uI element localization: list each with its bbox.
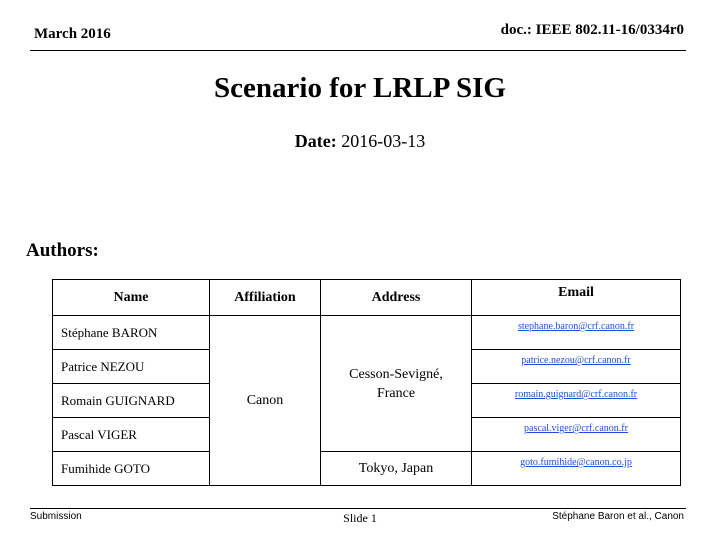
email-cell	[472, 316, 681, 350]
email-cell	[472, 350, 681, 384]
email-link[interactable]: patrice.nezou@crf.canon.fr	[521, 355, 631, 366]
email-link[interactable]: pascal.viger@crf.canon.fr	[524, 423, 628, 434]
address-cell-japan: Tokyo, Japan	[321, 452, 472, 486]
email-link[interactable]: stephane.baron@crf.canon.fr	[517, 321, 635, 332]
author-name: Fumihide GOTO	[53, 452, 210, 486]
header-divider	[30, 50, 686, 51]
footer-slide-number: Slide 1	[343, 511, 377, 525]
address-cell-france: Cesson-Sevigné, France	[321, 316, 472, 452]
author-name: Stéphane BARON	[53, 316, 210, 350]
author-name: Pascal VIGER	[53, 418, 210, 452]
footer-submission: Submission	[30, 511, 82, 522]
authors-heading: Authors:	[26, 240, 99, 261]
header-doc-id: doc.: IEEE 802.11-16/0334r0	[500, 22, 684, 38]
date-line	[0, 131, 720, 152]
header-date: March 2016	[34, 26, 111, 42]
authors-table	[52, 279, 681, 486]
slide-title: Scenario for LRLP SIG	[214, 72, 506, 104]
footer-divider	[30, 508, 686, 509]
author-name: Romain GUIGNARD	[53, 384, 210, 418]
author-name: Patrice NEZOU	[53, 350, 210, 384]
table-header-row	[53, 280, 681, 316]
footer-authors: Stéphane Baron et al., Canon	[552, 511, 684, 522]
date-label: Date:	[294, 131, 337, 151]
email-link[interactable]: goto.fumihide@canon.co.jp	[520, 457, 632, 468]
email-link[interactable]: romain.guignard@crf.canon.fr	[514, 389, 638, 400]
email-cell	[472, 418, 681, 452]
email-cell	[472, 384, 681, 418]
table-row	[53, 452, 681, 486]
header-affiliation: Affiliation	[210, 280, 321, 316]
table-row	[53, 316, 681, 350]
header-address: Address	[321, 280, 472, 316]
email-cell	[472, 452, 681, 486]
header-email: Email	[472, 280, 681, 316]
affiliation-cell: Canon	[210, 316, 321, 486]
date-value: 2016-03-13	[341, 131, 426, 151]
header-name: Name	[53, 280, 210, 316]
